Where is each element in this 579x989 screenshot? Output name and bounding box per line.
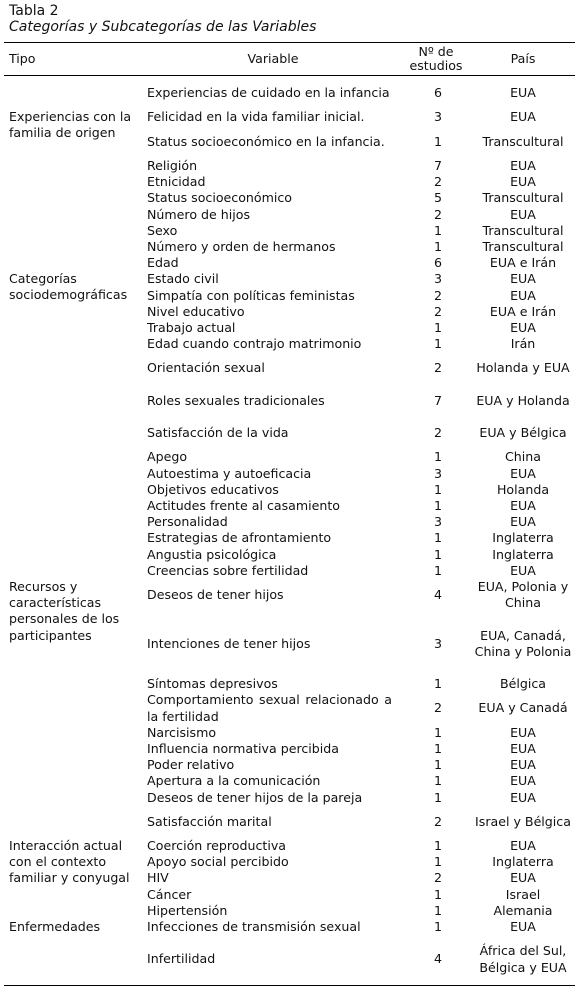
pais-cell: Holanda y EUA <box>476 360 570 376</box>
table-row <box>0 676 579 692</box>
num-estudios-cell: 2 <box>433 813 442 829</box>
pais-cell: EUA <box>510 157 536 173</box>
pais-cell: EUA <box>510 514 536 530</box>
num-estudios-cell: 1 <box>433 449 442 465</box>
table-row <box>0 190 579 206</box>
variable-cell: Status socioeconómico <box>147 190 292 206</box>
num-estudios-cell: 1 <box>433 789 442 805</box>
num-estudios-cell: 7 <box>433 158 442 174</box>
pais-cell: EUA <box>510 319 536 335</box>
num-estudios-cell: 1 <box>433 530 442 546</box>
variable-cell: Autoestima y autoeficacia <box>147 465 312 481</box>
pais-cell: EUA <box>510 724 536 740</box>
pais-cell: Transcultural <box>482 238 564 254</box>
pais-cell: Israel y Bélgica <box>475 813 571 829</box>
pais-cell: EUA y Bélgica <box>479 425 567 441</box>
header-tipo: Tipo <box>9 51 36 66</box>
num-estudios-cell: 1 <box>433 319 442 335</box>
num-estudios-cell: 1 <box>433 773 442 789</box>
num-estudios-cell: 4 <box>433 951 442 967</box>
variable-cell: Religión <box>147 157 198 173</box>
variable-cell: Síntomas depresivos <box>147 676 278 692</box>
pais-cell: EUA <box>510 837 536 853</box>
num-estudios-cell: 5 <box>433 190 442 206</box>
table-row <box>0 255 579 271</box>
pais-cell: EUA <box>510 773 536 789</box>
pais-cell: Transcultural <box>482 133 564 149</box>
num-estudios-cell: 2 <box>433 360 442 376</box>
num-estudios-cell: 1 <box>433 838 442 854</box>
variable-cell: Poder relativo <box>147 757 235 773</box>
variable-cell: Deseos de tener hijos <box>147 586 284 602</box>
num-estudios-cell: 3 <box>433 271 442 287</box>
table-row <box>0 223 579 239</box>
num-estudios-cell: 6 <box>433 85 442 101</box>
tipo-group-label: Experiencias con la familia de origen <box>9 109 132 141</box>
pais-cell: EUA, Canadá, China y Polonia <box>474 627 572 659</box>
pais-cell: Alemania <box>493 902 553 918</box>
pais-cell: Transcultural <box>482 222 564 238</box>
num-estudios-cell: 2 <box>433 870 442 886</box>
variable-cell: Orientación sexual <box>147 360 265 376</box>
pais-cell: Israel <box>505 886 541 902</box>
pais-cell: China <box>505 449 541 465</box>
variable-cell: Estrategias de afrontamiento <box>147 530 332 546</box>
pais-cell: EUA <box>510 918 536 934</box>
variable-cell: Angustia psicológica <box>147 546 277 562</box>
table-row <box>0 158 579 174</box>
pais-cell: EUA <box>510 85 536 101</box>
variable-cell: Edad <box>147 255 179 271</box>
table-row <box>0 174 579 190</box>
num-estudios-cell: 2 <box>433 425 442 441</box>
variable-cell: Comportamiento sexual relacionado a la fertilidad <box>147 692 392 724</box>
num-estudios-cell: 1 <box>433 902 442 918</box>
num-estudios-cell: 1 <box>433 546 442 562</box>
pais-cell: EUA e Irán <box>489 303 557 319</box>
table-caption <box>9 3 316 35</box>
pais-cell: EUA <box>510 109 536 125</box>
table-row <box>0 498 579 514</box>
variable-cell: Coerción reproductiva <box>147 837 287 853</box>
num-estudios-cell: 1 <box>433 919 442 935</box>
table-row <box>0 466 579 482</box>
variable-cell: Influencia normativa percibida <box>147 740 339 756</box>
num-estudios-cell: 3 <box>433 109 442 125</box>
header-num-estudios: Nº de estudios <box>409 44 463 73</box>
variable-cell: Experiencias de cuidado en la infancia <box>147 85 390 101</box>
table-row <box>0 692 579 724</box>
pais-cell: Bélgica <box>499 676 547 692</box>
table-row <box>0 903 579 919</box>
pais-cell: EUA <box>510 757 536 773</box>
table-row <box>0 725 579 741</box>
pais-cell: EUA <box>510 789 536 805</box>
table-row <box>0 806 579 838</box>
num-estudios-cell: 3 <box>433 465 442 481</box>
pais-cell: EUA <box>510 497 536 513</box>
num-estudios-cell: 2 <box>433 700 442 716</box>
num-estudios-cell: 1 <box>433 724 442 740</box>
tipo-group-label: Interacción actual con el contexto familiar y conyugal <box>9 838 130 886</box>
variable-cell: Cáncer <box>147 886 192 902</box>
variable-cell: Personalidad <box>147 514 228 530</box>
pais-cell: Inglaterra <box>492 530 554 546</box>
table-row <box>0 773 579 789</box>
pais-cell: EUA y Canadá <box>478 700 568 716</box>
pais-cell: EUA <box>510 206 536 222</box>
num-estudios-cell: 3 <box>433 635 442 651</box>
pais-cell: EUA <box>510 870 536 886</box>
variable-cell: Infertilidad <box>147 951 216 967</box>
table-row <box>0 935 579 984</box>
variable-cell: Apego <box>147 449 188 465</box>
variable-cell: Felicidad en la vida familiar inicial. <box>147 109 365 125</box>
variable-cell: Nivel educativo <box>147 303 245 319</box>
num-estudios-cell: 1 <box>433 133 442 149</box>
header-pais: País <box>510 51 536 66</box>
pais-cell: EUA <box>510 287 536 303</box>
pais-cell: Transcultural <box>482 190 564 206</box>
table-row <box>0 887 579 903</box>
table-row <box>0 449 579 465</box>
variable-cell: Intenciones de tener hijos <box>147 635 311 651</box>
pais-cell: EUA <box>510 740 536 756</box>
num-estudios-cell: 1 <box>433 222 442 238</box>
variable-cell: Hipertensión <box>147 902 228 918</box>
header-rule <box>4 75 575 76</box>
pais-cell: Irán <box>510 336 536 352</box>
table-row <box>0 563 579 579</box>
pais-cell: África del Sul, Bélgica y EUA <box>479 943 567 975</box>
table-title: Categorías y Subcategorías de las Variables <box>9 19 317 35</box>
num-estudios-cell: 1 <box>433 562 442 578</box>
variable-cell: Objetivos educativos <box>147 481 279 497</box>
table-row <box>0 514 579 530</box>
tipo-group-label: Recursos y características personales de los participantes <box>9 579 120 643</box>
pais-cell: EUA y Holanda <box>476 392 570 408</box>
variable-cell: Número de hijos <box>147 206 251 222</box>
tipo-group-label: Categorías sociodemográficas <box>9 271 128 303</box>
table-row <box>0 77 579 109</box>
variable-cell: Deseos de tener hijos de la pareja <box>147 789 363 805</box>
table-row <box>0 239 579 255</box>
table-row <box>0 741 579 757</box>
variable-cell: Trabajo actual <box>147 319 236 335</box>
variable-cell: Infecciones de transmisión sexual <box>147 918 361 934</box>
num-estudios-cell: 4 <box>433 587 442 603</box>
variable-cell: Apertura a la comunicación <box>147 773 321 789</box>
variable-cell: Status socioeconómico en la infancia. <box>147 133 385 149</box>
num-estudios-cell: 2 <box>433 303 442 319</box>
variable-cell: Etnicidad <box>147 174 206 190</box>
num-estudios-cell: 2 <box>433 174 442 190</box>
pais-cell: Inglaterra <box>492 854 554 870</box>
table-row <box>0 352 579 384</box>
variable-cell: Actitudes frente al casamiento <box>147 497 341 513</box>
num-estudios-cell: 2 <box>433 287 442 303</box>
num-estudios-cell: 1 <box>433 886 442 902</box>
num-estudios-cell: 1 <box>433 336 442 352</box>
num-estudios-cell: 7 <box>433 392 442 408</box>
num-estudios-cell: 1 <box>433 854 442 870</box>
num-estudios-cell: 6 <box>433 255 442 271</box>
variable-cell: Edad cuando contrajo matrimonio <box>147 336 362 352</box>
variable-cell: Satisfacción de la vida <box>147 425 289 441</box>
pais-cell: EUA <box>510 562 536 578</box>
table-row <box>0 530 579 546</box>
num-estudios-cell: 3 <box>433 514 442 530</box>
pais-cell: Holanda <box>496 481 550 497</box>
table-row <box>0 336 579 352</box>
variable-cell: HIV <box>147 870 169 886</box>
num-estudios-cell: 2 <box>433 206 442 222</box>
variable-cell: Creencias sobre fertilidad <box>147 562 309 578</box>
table-row <box>0 304 579 320</box>
table-row <box>0 789 579 805</box>
variable-cell: Roles sexuales tradicionales <box>147 392 325 408</box>
pais-cell: EUA, Polonia y China <box>477 578 569 611</box>
variable-cell: Estado civil <box>147 271 219 287</box>
bottom-rule <box>4 985 575 986</box>
variable-cell: Número y orden de hermanos <box>147 238 336 254</box>
table-number: Tabla 2 <box>9 3 59 19</box>
header-variable: Variable <box>247 51 299 66</box>
tipo-group-label: Enfermedades <box>9 919 101 934</box>
table-row <box>0 207 579 223</box>
num-estudios-cell: 1 <box>433 239 442 254</box>
table-row <box>0 547 579 563</box>
pais-cell: EUA <box>510 174 536 190</box>
num-estudios-cell: 1 <box>433 740 442 756</box>
variable-cell: Satisfacción marital <box>147 813 272 829</box>
num-estudios-cell: 1 <box>433 498 442 514</box>
variable-cell: Sexo <box>147 222 178 238</box>
table-row <box>0 757 579 773</box>
variables-table <box>0 77 579 984</box>
pais-cell: EUA <box>510 271 536 287</box>
variable-cell: Narcisismo <box>147 724 217 740</box>
table-row <box>0 320 579 336</box>
pais-cell: EUA <box>510 465 536 481</box>
num-estudios-cell: 1 <box>433 676 442 692</box>
table-row <box>0 385 579 417</box>
num-estudios-cell: 1 <box>433 481 442 497</box>
pais-cell: EUA e Irán <box>489 255 557 271</box>
table-row <box>0 482 579 498</box>
variable-cell: Apoyo social percibido <box>147 854 289 870</box>
num-estudios-cell: 1 <box>433 757 442 773</box>
table-row <box>0 417 579 449</box>
pais-cell: Inglaterra <box>492 546 554 562</box>
variable-cell: Simpatía con políticas feministas <box>147 287 355 303</box>
